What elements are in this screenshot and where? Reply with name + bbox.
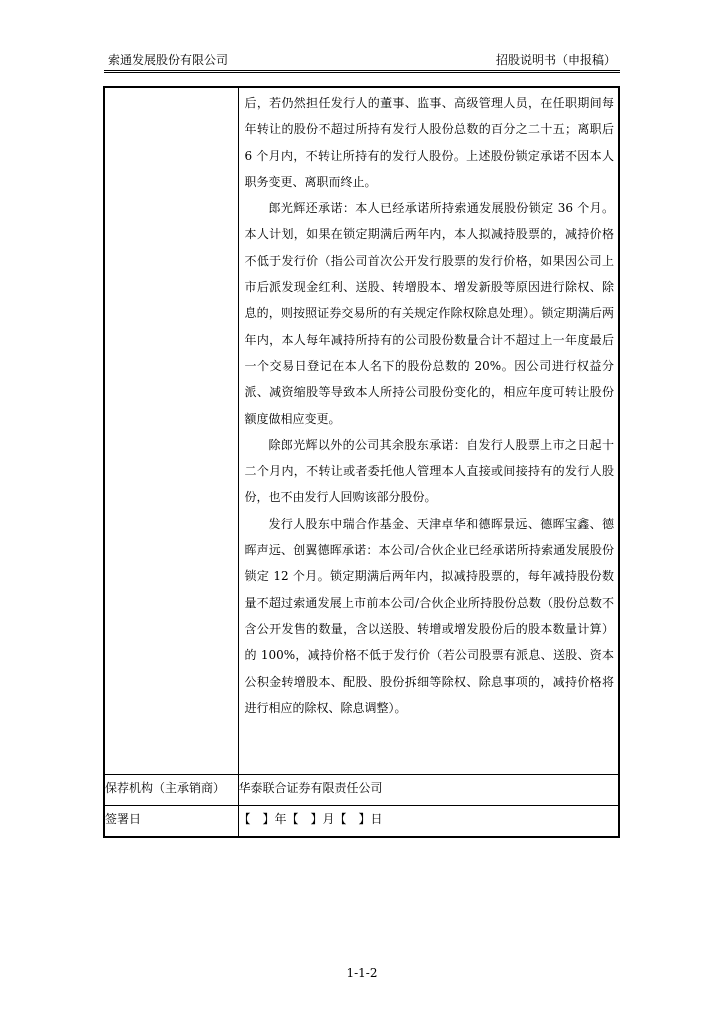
sign-date-row	[104, 806, 619, 838]
prospectus-table	[103, 86, 620, 838]
paragraph-lang-guanghui: 郎光辉还承诺：本人已经承诺所持索通发展股份锁定 36 个月。本人计划，如果在锁定期满后两年内，本人拟减持股票的，减持价格不低于发行价（指公司首次公开发行股票的发行价格，如果因公司上市后派发现金红利、送股、转增股本、增发新股等原因进行除权、除息的，则按照证券交易所的有关规定作除权除息处理）。锁定期满后两年内，本人每年减持所持有的公司股份数量合计不超过上一年度最后一个交易日登记在本人名下的股份总数的 20%。因公司进行权益分派、减资缩股等导致本人所持公司股份变化的，相应年度可转让股份额度做相应变更。	[244, 201, 614, 426]
lockup-row	[104, 87, 619, 775]
page-number: 1-1-2	[346, 966, 378, 980]
sponsor-label: 保荐机构（主承销商）	[104, 775, 238, 806]
paragraph-continued: 后，若仍然担任发行人的董事、监事、高级管理人员，在任职期间每年转让的股份不超过所持有发行人股份总数的百分之二十五；离职后 6 个月内，不转让所持有的发行人股份。上述股份锁定承诺不因本人职务变更、离职而终止。	[244, 96, 614, 189]
header-rule	[104, 70, 620, 71]
company-name: 索通发展股份有限公司	[108, 53, 229, 67]
sponsor-value: 华泰联合证券有限责任公司	[238, 775, 619, 806]
lockup-content-cell	[238, 87, 619, 775]
document-title: 招股说明书（申报稿）	[495, 53, 616, 67]
sponsor-row	[104, 775, 619, 806]
sign-date-label: 签署日	[104, 806, 238, 838]
lockup-label-cell	[104, 87, 238, 775]
sign-date-value: 【 】年【 】月【 】日	[238, 806, 619, 838]
paragraph-other-shareholders: 除郎光辉以外的公司其余股东承诺：自发行人股票上市之日起十二个月内，不转让或者委托他人管理本人直接或间接持有的发行人股份，也不由发行人回购该部分股份。	[244, 437, 614, 505]
header-rule-secondary	[104, 72, 620, 73]
page-header	[104, 52, 620, 68]
paragraph-fund-shareholders: 发行人股东中瑞合作基金、天津卓华和德晖景远、德晖宝鑫、德晖声远、创翼德晖承诺：本公司/合伙企业已经承诺所持索通发展股份锁定 12 个月。锁定期满后两年内，拟减持股票的，每年减持股份数量不超过索通发展上市前本公司/合伙企业所持股份总数（股份总数不含公开发售的数量，含以送股、转增或增发股份后的股本数量计算）的 100%，减持价格不低于发行价（若公司股票有派息、送股、资本公积金转增股本、配股、股份拆细等除权、除息事项的，减持价格将进行相应的除权、除息调整）。	[244, 516, 614, 715]
